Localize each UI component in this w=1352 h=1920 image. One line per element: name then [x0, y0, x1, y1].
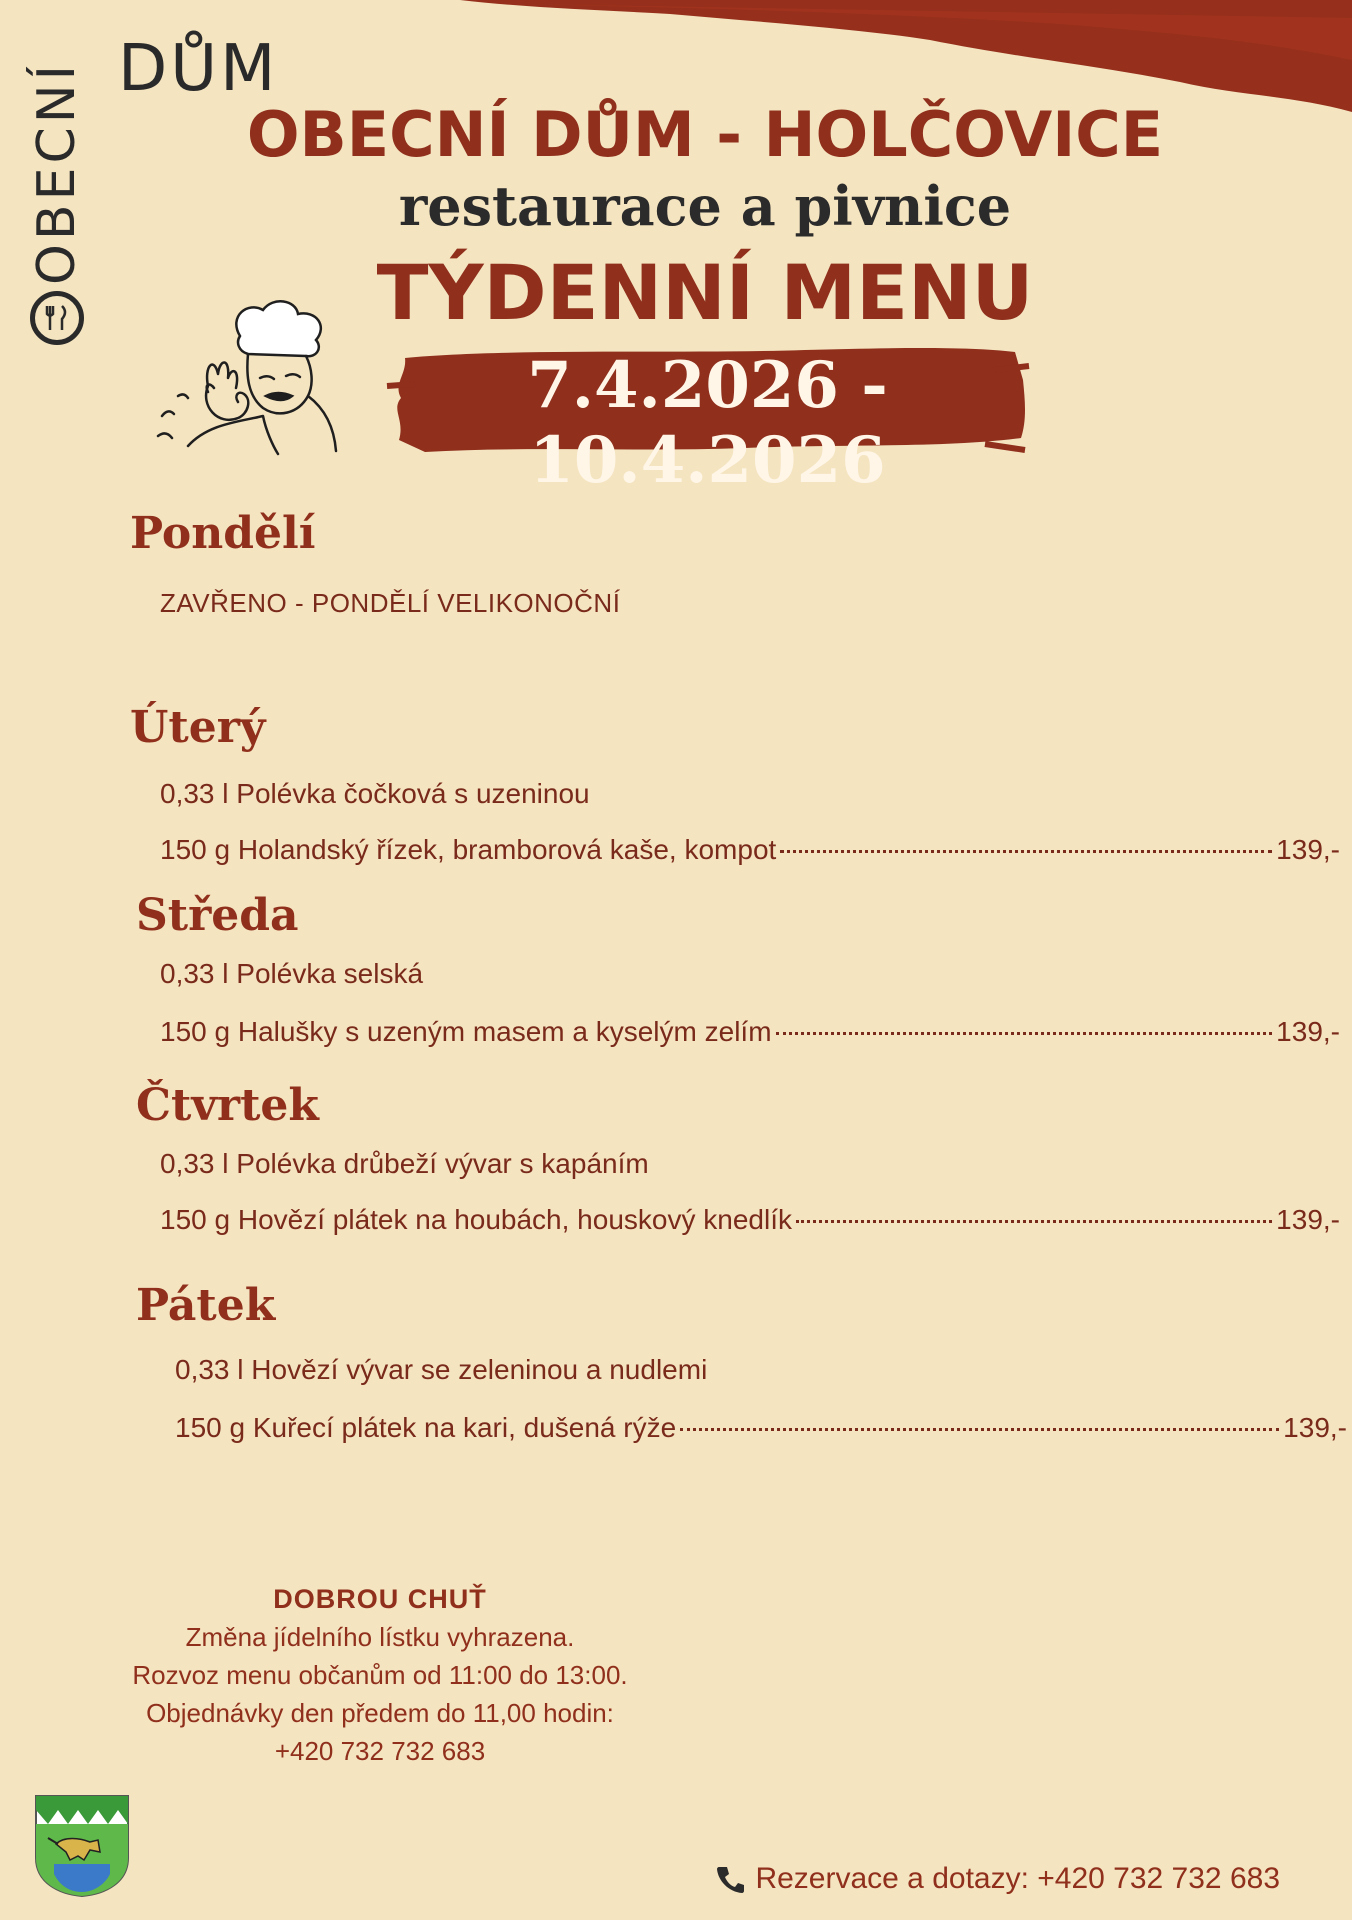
logo-horizontal-text: DŮM — [118, 32, 279, 106]
week-menu-title: TÝDENNÍ MENU — [376, 248, 1034, 337]
day-heading-tuesday: Úterý — [130, 702, 266, 753]
wednesday-price: 139,- — [1276, 1016, 1340, 1047]
thursday-main: 150 g Hovězí plátek na houbách, houskový knedlík — [160, 1204, 792, 1235]
day-heading-monday: Pondělí — [130, 508, 316, 559]
phone-icon — [715, 1864, 745, 1894]
friday-price: 139,- — [1283, 1412, 1347, 1443]
friday-soup: 0,33 l Hovězí vývar se zeleninou a nudlemi — [175, 1354, 708, 1385]
thursday-price: 139,- — [1276, 1204, 1340, 1235]
tuesday-price: 139,- — [1276, 834, 1340, 865]
coat-of-arms — [34, 1794, 130, 1898]
day-heading-thursday: Čtvrtek — [136, 1080, 319, 1131]
friday-main-row — [175, 1412, 1347, 1444]
footer-heading: DOBROU CHUŤ — [273, 1584, 487, 1614]
logo-vertical-text: OBECNÍ — [27, 60, 87, 285]
reservation-text: Rezervace a dotazy: +420 732 732 683 — [755, 1862, 1280, 1895]
dot-leader — [796, 1220, 1272, 1223]
chef-illustration — [148, 296, 338, 456]
thursday-main-row — [160, 1204, 1340, 1236]
footer-info — [100, 1580, 660, 1770]
day-heading-friday: Pátek — [136, 1280, 276, 1331]
date-range: 7.4.2026 - 10.4.2026 — [527, 348, 888, 498]
day-heading-wednesday: Středa — [136, 890, 299, 941]
footer-line-2: Rozvoz menu občanům od 11:00 do 13:00. — [132, 1660, 628, 1690]
wednesday-main: 150 g Halušky s uzeným masem a kyselým zelím — [160, 1016, 772, 1047]
dot-leader — [780, 850, 1272, 853]
reservation-contact — [715, 1862, 1280, 1896]
dot-leader — [776, 1032, 1273, 1035]
footer-line-1: Změna jídelního lístku vyhrazena. — [185, 1622, 575, 1652]
footer-phone: +420 732 732 683 — [274, 1736, 486, 1766]
tuesday-soup: 0,33 l Polévka čočková s uzeninou — [160, 778, 590, 809]
friday-main: 150 g Kuřecí plátek na kari, dušená rýže — [175, 1412, 677, 1443]
page-title: OBECNÍ DŮM - HOLČOVICE — [246, 98, 1164, 171]
footer-line-3: Objednávky den předem do 11,00 hodin: — [146, 1698, 614, 1728]
dot-leader — [680, 1428, 1279, 1431]
tuesday-main: 150 g Holandský řízek, bramborová kaše, kompot — [160, 834, 777, 865]
thursday-soup: 0,33 l Polévka drůbeží vývar s kapáním — [160, 1148, 649, 1179]
page-subtitle: restaurace a pivnice — [398, 174, 1012, 238]
tuesday-main-row — [160, 834, 1340, 866]
wednesday-soup: 0,33 l Polévka selská — [160, 958, 424, 989]
monday-closed-note: ZAVŘENO - PONDĚLÍ VELIKONOČNÍ — [160, 588, 621, 618]
wednesday-main-row — [160, 1016, 1340, 1048]
